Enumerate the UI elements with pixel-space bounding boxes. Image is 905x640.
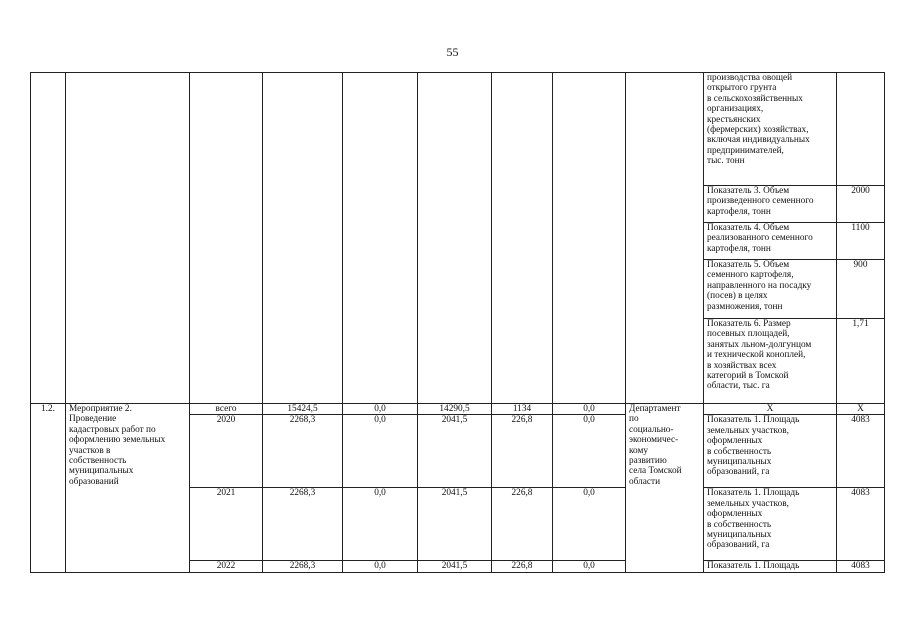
cell-federal: 0,0 bbox=[343, 488, 418, 561]
cell-local-empty bbox=[492, 73, 553, 404]
event-executor: Департамент по социально- экономичес- кому развитию села Томской области bbox=[626, 404, 704, 573]
cell-federal-empty bbox=[343, 73, 418, 404]
indicator-text: Показатель 5. Объем семенного картофеля, направленного на посадку (посев) в целях размножения, тонн bbox=[704, 260, 837, 319]
cell-federal: 0,0 bbox=[343, 561, 418, 572]
cell-year: всего bbox=[190, 404, 263, 415]
cell-regional: 2041,5 bbox=[418, 415, 492, 488]
cell-local: 226,8 bbox=[492, 415, 553, 488]
indicator-value: 2000 bbox=[837, 186, 885, 223]
cell-regional: 2041,5 bbox=[418, 488, 492, 561]
table-row bbox=[31, 73, 885, 186]
indicator-value: 4083 bbox=[837, 415, 885, 488]
indicator-value: X bbox=[837, 404, 885, 415]
cell-local: 226,8 bbox=[492, 561, 553, 572]
cell-total: 2268,3 bbox=[263, 415, 343, 488]
cell-total: 2268,3 bbox=[263, 488, 343, 561]
indicator-text: Показатель 6. Размер посевных площадей, занятых льном-долгунцом и технической коноплей, в хозяйствах всех категорий в Томской области, тыс. га bbox=[704, 319, 837, 404]
indicator-value: 4083 bbox=[837, 488, 885, 561]
cell-executor-empty bbox=[626, 73, 704, 404]
cell-year: 2021 bbox=[190, 488, 263, 561]
cell-number-empty bbox=[31, 73, 66, 404]
indicator-text: Показатель 3. Объем произведенного семенного картофеля, тонн bbox=[704, 186, 837, 223]
cell-year: 2020 bbox=[190, 415, 263, 488]
cell-total-empty bbox=[263, 73, 343, 404]
indicator-value bbox=[837, 73, 885, 186]
cell-other-empty bbox=[553, 73, 626, 404]
cell-other: 0,0 bbox=[553, 561, 626, 572]
table-row bbox=[31, 404, 885, 415]
cell-federal: 0,0 bbox=[343, 404, 418, 415]
event-number: 1.2. bbox=[31, 404, 66, 573]
cell-year-empty bbox=[190, 73, 263, 404]
indicator-text: Показатель 1. Площадь bbox=[704, 561, 837, 572]
cell-federal: 0,0 bbox=[343, 415, 418, 488]
event-title: Мероприятие 2. Проведение кадастровых работ по оформлению земельных участков в собственность муниципальных образований bbox=[66, 404, 190, 573]
indicator-text: производства овощей открытого грунта в сельскохозяйственных организациях, крестьянских (фермерских) хозяйствах, включая индивидуальных предпринимателей, тыс. тонн bbox=[704, 73, 837, 186]
cell-other: 0,0 bbox=[553, 415, 626, 488]
page-number: 55 bbox=[446, 45, 459, 59]
cell-title-empty bbox=[66, 73, 190, 404]
cell-year: 2022 bbox=[190, 561, 263, 572]
indicator-text: X bbox=[704, 404, 837, 415]
cell-regional: 2041,5 bbox=[418, 561, 492, 572]
cell-local: 1134 bbox=[492, 404, 553, 415]
cell-regional: 14290,5 bbox=[418, 404, 492, 415]
cell-total: 2268,3 bbox=[263, 561, 343, 572]
program-table bbox=[30, 72, 885, 573]
cell-other: 0,0 bbox=[553, 488, 626, 561]
indicator-text: Показатель 1. Площадь земельных участков, оформленных в собственность муниципальных образований, га bbox=[704, 488, 837, 561]
cell-regional-empty bbox=[418, 73, 492, 404]
cell-local: 226,8 bbox=[492, 488, 553, 561]
indicator-text: Показатель 1. Площадь земельных участков, оформленных в собственность муниципальных образований, га bbox=[704, 415, 837, 488]
cell-total: 15424,5 bbox=[263, 404, 343, 415]
indicator-value: 4083 bbox=[837, 561, 885, 572]
indicator-value: 1100 bbox=[837, 223, 885, 260]
indicator-text: Показатель 4. Объем реализованного семенного картофеля, тонн bbox=[704, 223, 837, 260]
indicator-value: 1,71 bbox=[837, 319, 885, 404]
indicator-value: 900 bbox=[837, 260, 885, 319]
cell-other: 0,0 bbox=[553, 404, 626, 415]
